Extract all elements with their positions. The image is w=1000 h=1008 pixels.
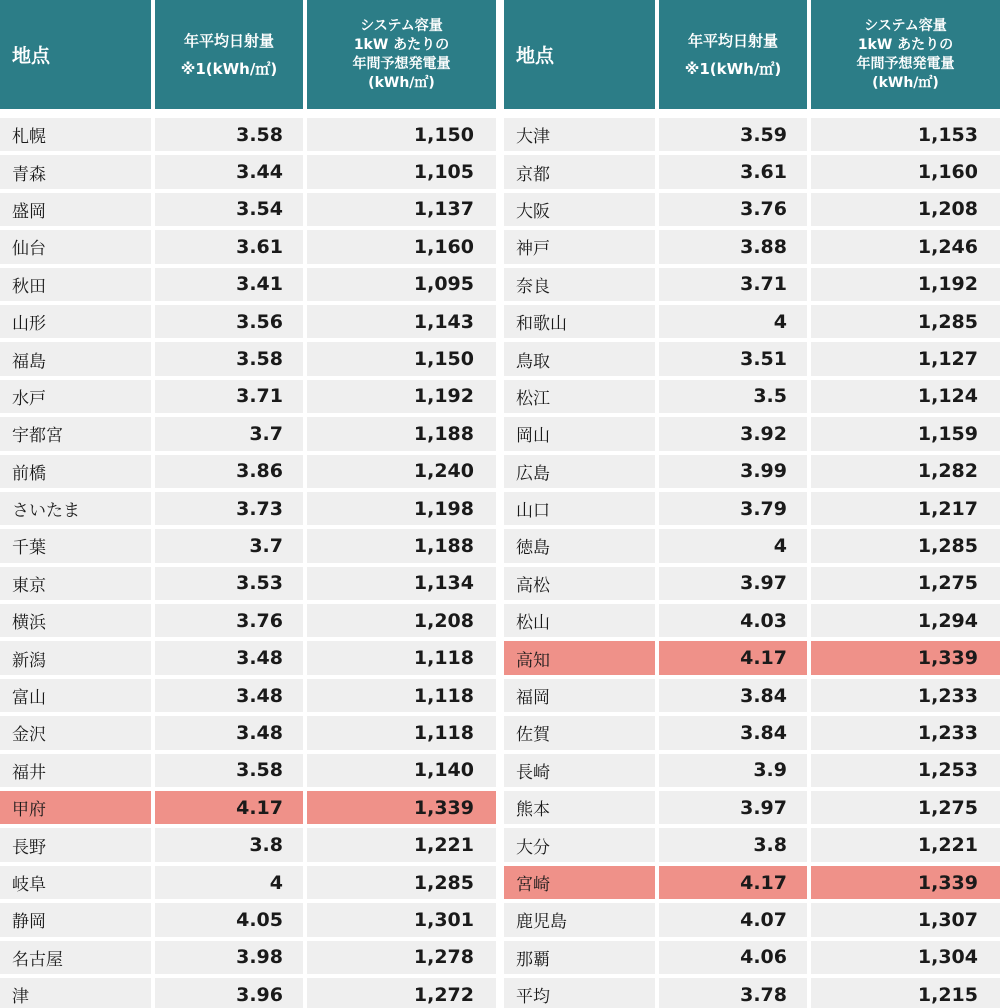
cell-generation: 1,275: [811, 791, 1000, 824]
cell-generation: 1,118: [307, 641, 496, 674]
header-generation-line4: (kWh/㎡): [368, 74, 435, 91]
cell-generation: 1,339: [811, 866, 1000, 899]
cell-radiation: 4: [155, 866, 303, 899]
table-row: [0, 415, 496, 452]
header-radiation: [659, 0, 807, 109]
cell-location: 徳島: [504, 529, 655, 562]
cell-radiation: 4.07: [659, 903, 807, 936]
cell-location: 広島: [504, 455, 655, 488]
cell-generation: 1,140: [307, 754, 496, 787]
cell-location: 鳥取: [504, 342, 655, 375]
table-row: [504, 453, 1000, 490]
cell-generation: 1,278: [307, 941, 496, 974]
header-location-label: 地点: [12, 45, 51, 67]
table-row: [504, 191, 1000, 228]
cell-generation: 1,304: [811, 941, 1000, 974]
cell-radiation: 3.48: [155, 679, 303, 712]
cell-location: 京都: [504, 155, 655, 188]
table-row: [0, 602, 496, 639]
table-body-right: [504, 116, 1000, 1008]
cell-location: 仙台: [0, 230, 151, 263]
cell-location: 奈良: [504, 268, 655, 301]
table-row: [504, 976, 1000, 1008]
cell-generation: 1,253: [811, 754, 1000, 787]
cell-location: 青森: [0, 155, 151, 188]
cell-radiation: 3.76: [155, 604, 303, 637]
cell-generation: 1,217: [811, 492, 1000, 525]
table-row: [504, 527, 1000, 564]
cell-radiation: 3.59: [659, 118, 807, 151]
cell-generation: 1,221: [811, 828, 1000, 861]
cell-generation: 1,118: [307, 716, 496, 749]
cell-radiation: 3.8: [155, 828, 303, 861]
table-row: [0, 490, 496, 527]
cell-radiation: 4.17: [155, 791, 303, 824]
cell-radiation: 3.54: [155, 193, 303, 226]
cell-generation: 1,339: [307, 791, 496, 824]
table-row: [0, 228, 496, 265]
cell-generation: 1,272: [307, 978, 496, 1008]
cell-location: 大阪: [504, 193, 655, 226]
cell-location: 高松: [504, 567, 655, 600]
cell-radiation: 4.17: [659, 641, 807, 674]
cell-location: 前橋: [0, 455, 151, 488]
table-row: [504, 266, 1000, 303]
cell-radiation: 3.79: [659, 492, 807, 525]
cell-generation: 1,233: [811, 716, 1000, 749]
cell-generation: 1,285: [307, 866, 496, 899]
cell-location: 松江: [504, 380, 655, 413]
table-row: [504, 490, 1000, 527]
cell-generation: 1,105: [307, 155, 496, 188]
table-row: [0, 303, 496, 340]
table-row: [0, 116, 496, 153]
table-row: [0, 677, 496, 714]
table-row: [504, 714, 1000, 751]
header-generation-line2: 1kW あたりの: [353, 36, 450, 53]
cell-radiation: 3.71: [155, 380, 303, 413]
cell-radiation: 3.51: [659, 342, 807, 375]
table-row: [504, 415, 1000, 452]
cell-radiation: 3.5: [659, 380, 807, 413]
header-generation-line2: 1kW あたりの: [857, 36, 954, 53]
header-generation: [811, 0, 1000, 109]
table-row: [0, 191, 496, 228]
table-row: [504, 303, 1000, 340]
cell-location: 長野: [0, 828, 151, 861]
cell-radiation: 3.58: [155, 118, 303, 151]
cell-radiation: 3.71: [659, 268, 807, 301]
cell-generation: 1,221: [307, 828, 496, 861]
cell-radiation: 3.48: [155, 716, 303, 749]
header-radiation-line1: 年平均日射量: [183, 31, 274, 50]
cell-radiation: 4.06: [659, 941, 807, 974]
cell-generation: 1,282: [811, 455, 1000, 488]
cell-generation: 1,160: [811, 155, 1000, 188]
cell-location: 静岡: [0, 903, 151, 936]
cell-location: 岐阜: [0, 866, 151, 899]
cell-location: 高知: [504, 641, 655, 674]
table-row: [0, 976, 496, 1008]
cell-location: 名古屋: [0, 941, 151, 974]
table-row: [504, 378, 1000, 415]
cell-generation: 1,192: [307, 380, 496, 413]
cell-generation: 1,275: [811, 567, 1000, 600]
header-radiation-line2: ※1(kWh/㎡): [180, 59, 278, 78]
header-generation: [307, 0, 496, 109]
cell-generation: 1,215: [811, 978, 1000, 1008]
cell-radiation: 3.53: [155, 567, 303, 600]
table-row: [0, 453, 496, 490]
cell-generation: 1,159: [811, 417, 1000, 450]
table-row: [504, 602, 1000, 639]
cell-location: 福島: [0, 342, 151, 375]
cell-generation: 1,188: [307, 417, 496, 450]
cell-generation: 1,307: [811, 903, 1000, 936]
table-row: [504, 752, 1000, 789]
cell-generation: 1,339: [811, 641, 1000, 674]
cell-generation: 1,208: [307, 604, 496, 637]
table-header: [0, 0, 496, 109]
cell-location: 福岡: [504, 679, 655, 712]
cell-location: 鹿児島: [504, 903, 655, 936]
cell-location: 佐賀: [504, 716, 655, 749]
cell-generation: 1,127: [811, 342, 1000, 375]
table-row: [504, 826, 1000, 863]
table-row: [0, 527, 496, 564]
cell-generation: 1,137: [307, 193, 496, 226]
cell-location: 横浜: [0, 604, 151, 637]
cell-generation: 1,134: [307, 567, 496, 600]
header-radiation: [155, 0, 303, 109]
cell-radiation: 4.05: [155, 903, 303, 936]
cell-radiation: 3.97: [659, 791, 807, 824]
cell-location: 大分: [504, 828, 655, 861]
table-row-highlighted: [0, 789, 496, 826]
cell-radiation: 3.76: [659, 193, 807, 226]
table-row: [504, 901, 1000, 938]
cell-location: 宮崎: [504, 866, 655, 899]
cell-location: 宇都宮: [0, 417, 151, 450]
cell-generation: 1,233: [811, 679, 1000, 712]
cell-generation: 1,118: [307, 679, 496, 712]
cell-radiation: 3.58: [155, 754, 303, 787]
cell-location: 平均: [504, 978, 655, 1008]
cell-radiation: 3.73: [155, 492, 303, 525]
table-row: [0, 714, 496, 751]
table-right-panel: [504, 0, 1000, 1008]
cell-location: 岡山: [504, 417, 655, 450]
cell-location: 水戸: [0, 380, 151, 413]
cell-generation: 1,124: [811, 380, 1000, 413]
cell-radiation: 3.92: [659, 417, 807, 450]
header-radiation-line1: 年平均日射量: [687, 31, 778, 50]
table-left-panel: [0, 0, 496, 1008]
cell-radiation: 3.97: [659, 567, 807, 600]
cell-generation: 1,150: [307, 342, 496, 375]
table-header: [504, 0, 1000, 109]
cell-radiation: 3.9: [659, 754, 807, 787]
cell-location: さいたま: [0, 492, 151, 525]
cell-location: 松山: [504, 604, 655, 637]
cell-radiation: 3.98: [155, 941, 303, 974]
cell-location: 新潟: [0, 641, 151, 674]
header-location: [504, 0, 655, 109]
cell-generation: 1,240: [307, 455, 496, 488]
cell-radiation: 3.61: [659, 155, 807, 188]
table-row: [0, 826, 496, 863]
cell-location: 札幌: [0, 118, 151, 151]
table-row: [504, 340, 1000, 377]
cell-location: 福井: [0, 754, 151, 787]
table-row-highlighted: [504, 864, 1000, 901]
cell-radiation: 3.84: [659, 716, 807, 749]
cell-generation: 1,301: [307, 903, 496, 936]
header-radiation-line2: ※1(kWh/㎡): [684, 59, 782, 78]
cell-generation: 1,285: [811, 305, 1000, 338]
header-location-label: 地点: [516, 45, 555, 67]
cell-location: 秋田: [0, 268, 151, 301]
cell-radiation: 3.48: [155, 641, 303, 674]
cell-generation: 1,160: [307, 230, 496, 263]
cell-generation: 1,143: [307, 305, 496, 338]
cell-location: 金沢: [0, 716, 151, 749]
cell-location: 神戸: [504, 230, 655, 263]
cell-location: 千葉: [0, 529, 151, 562]
table-row: [0, 340, 496, 377]
cell-generation: 1,150: [307, 118, 496, 151]
cell-radiation: 3.88: [659, 230, 807, 263]
table-body-left: [0, 116, 496, 1008]
cell-location: 長崎: [504, 754, 655, 787]
cell-radiation: 3.96: [155, 978, 303, 1008]
cell-radiation: 3.44: [155, 155, 303, 188]
cell-radiation: 3.7: [155, 417, 303, 450]
cell-generation: 1,198: [307, 492, 496, 525]
cell-location: 和歌山: [504, 305, 655, 338]
table-row: [0, 266, 496, 303]
cell-generation: 1,188: [307, 529, 496, 562]
table-row: [0, 153, 496, 190]
table-row: [504, 939, 1000, 976]
cell-location: 山口: [504, 492, 655, 525]
cell-generation: 1,208: [811, 193, 1000, 226]
table-row: [0, 565, 496, 602]
cell-radiation: 3.8: [659, 828, 807, 861]
cell-radiation: 3.7: [155, 529, 303, 562]
cell-location: 盛岡: [0, 193, 151, 226]
header-generation-line3: 年間予想発電量: [352, 55, 451, 72]
cell-radiation: 3.58: [155, 342, 303, 375]
cell-generation: 1,192: [811, 268, 1000, 301]
cell-generation: 1,095: [307, 268, 496, 301]
cell-location: 山形: [0, 305, 151, 338]
cell-location: 東京: [0, 567, 151, 600]
table-row: [0, 939, 496, 976]
column-divider: [496, 0, 504, 1008]
cell-location: 那覇: [504, 941, 655, 974]
table-row: [0, 378, 496, 415]
header-location: [0, 0, 151, 109]
cell-location: 熊本: [504, 791, 655, 824]
cell-radiation: 3.86: [155, 455, 303, 488]
cell-radiation: 4.17: [659, 866, 807, 899]
cell-generation: 1,153: [811, 118, 1000, 151]
cell-radiation: 3.78: [659, 978, 807, 1008]
table-row: [0, 901, 496, 938]
cell-radiation: 3.84: [659, 679, 807, 712]
cell-radiation: 3.61: [155, 230, 303, 263]
cell-location: 甲府: [0, 791, 151, 824]
cell-location: 富山: [0, 679, 151, 712]
table-row: [504, 789, 1000, 826]
table-row: [504, 228, 1000, 265]
header-generation-line1: システム容量: [864, 17, 947, 34]
table-row: [504, 153, 1000, 190]
table-row: [504, 116, 1000, 153]
cell-location: 津: [0, 978, 151, 1008]
table-row: [504, 677, 1000, 714]
cell-radiation: 4.03: [659, 604, 807, 637]
cell-radiation: 3.41: [155, 268, 303, 301]
header-generation-line4: (kWh/㎡): [872, 74, 939, 91]
cell-generation: 1,294: [811, 604, 1000, 637]
cell-location: 大津: [504, 118, 655, 151]
table-row: [504, 565, 1000, 602]
header-generation-line3: 年間予想発電量: [856, 55, 955, 72]
table-row: [0, 639, 496, 676]
cell-generation: 1,285: [811, 529, 1000, 562]
cell-generation: 1,246: [811, 230, 1000, 263]
table-row-highlighted: [504, 639, 1000, 676]
cell-radiation: 4: [659, 529, 807, 562]
table-row: [0, 864, 496, 901]
table-row: [0, 752, 496, 789]
cell-radiation: 3.99: [659, 455, 807, 488]
cell-radiation: 4: [659, 305, 807, 338]
cell-radiation: 3.56: [155, 305, 303, 338]
header-generation-line1: システム容量: [360, 17, 443, 34]
